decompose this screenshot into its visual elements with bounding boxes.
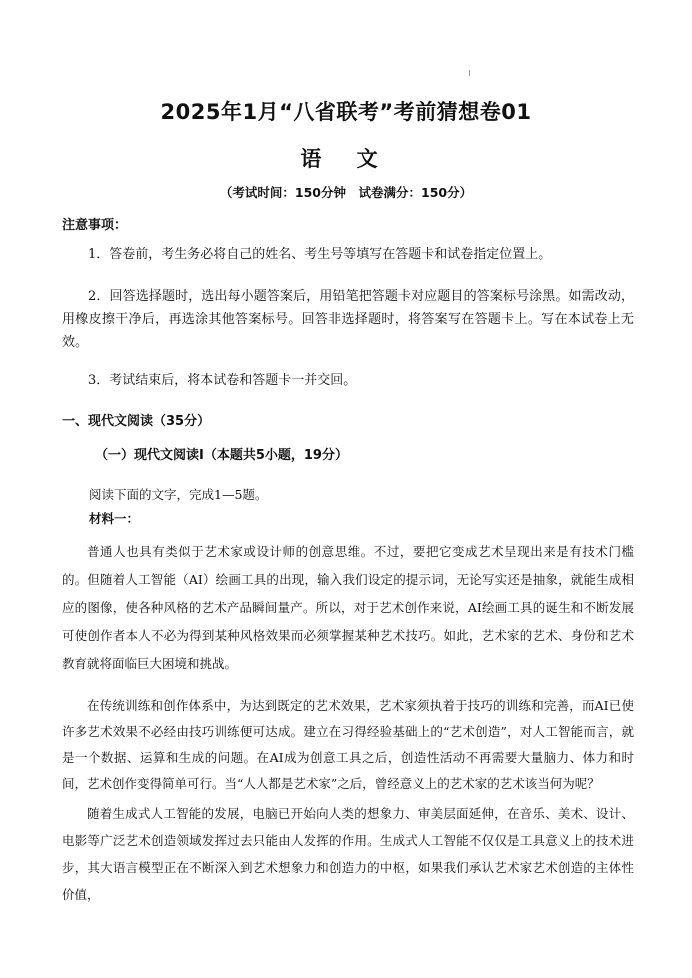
notice-item: 1．答卷前，考生务必将自己的姓名、考生号等填写在答题卡和试卷指定位置上。 <box>88 247 552 262</box>
section-heading: 一、现代文阅读（35分） <box>62 414 211 429</box>
exam-info: （考试时间：150分钟 试卷满分：150分） <box>219 185 473 200</box>
scan-mark <box>469 70 470 76</box>
body-paragraph: 在传统训练和创作体系中，为达到既定的艺术效果，艺术家须执着于技巧的训练和完善，而AI已使许多艺术效果不必经由技巧训练便可达成。建立在习得经验基础上的“艺术创造”，对人工智能而言，就是一个数据、运算和生成的问题。在AI成为创意工具之后，创造性活动不再需要大量脑力、体力和时间，艺术创作变得简单可行。当“人人都是艺术家”之后，曾经意义上的艺术家的艺术该当何为呢？ <box>62 698 634 791</box>
subsection-heading: （一）现代文阅读Ⅰ（本题共5小题，19分） <box>95 448 348 463</box>
notice-item: 3．考试结束后，将本试卷和答题卡一并交回。 <box>88 373 357 388</box>
material-label: 材料一： <box>89 511 140 526</box>
body-paragraph: 随着生成式人工智能的发展，电脑已开始向人类的想象力、审美层面延伸，在音乐、美术、设计、电影等广泛艺术创造领域发挥过去只能由人发挥的作用。生成式人工智能不仅仅是工具意义上的技术进步，其大语言模型正在不断深入到艺术想象力和创造力的中枢，如果我们承认艺术家艺术创造的主体性价值， <box>62 806 634 902</box>
notice-item: 2．回答选择题时，选出每小题答案后，用铅笔把答题卡对应题目的答案标号涂黑。如需改动，用橡皮擦干净后，再选涂其他答案标号。回答非选择题时，将答案写在答题卡上。写在本试卷上无效。 <box>62 289 634 350</box>
subject-heading: 语 文 <box>300 147 392 171</box>
page-title: 2025年1月“八省联考”考前猜想卷01 <box>160 100 532 124</box>
reading-instruction: 阅读下面的文字，完成1—5题。 <box>89 487 268 502</box>
body-paragraph: 普通人也具有类似于艺术家或设计师的创意思维。不过，要把它变成艺术呈现出来是有技术门槛的。但随着人工智能（AI）绘画工具的出现，输入我们设定的提示词，无论写实还是抽象，就能生成相应的图像，使各种风格的艺术产品瞬间量产。所以，对于艺术创作来说，AI绘画工具的诞生和不断发展可使创作者本人不必为得到某种风格效果而必须掌握某种艺术技巧。如此，艺术家的艺术、身份和艺术教育就将面临巨大困境和挑战。 <box>62 544 634 671</box>
notice-heading: 注意事项： <box>62 218 128 233</box>
